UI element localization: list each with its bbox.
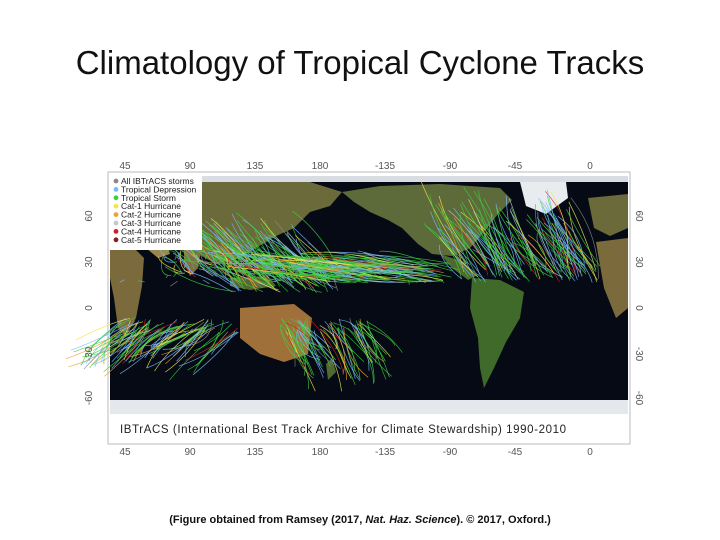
caption-prefix: (Figure obtained from Ramsey (2017, bbox=[169, 514, 366, 526]
legend-swatch bbox=[114, 237, 119, 242]
legend-label: All IBTrACS storms bbox=[121, 176, 194, 186]
lat-tick-right: -60 bbox=[633, 390, 644, 406]
legend-swatch bbox=[114, 195, 119, 200]
banner-text: IBTrACS (International Best Track Archive for Climate Stewardship) 1990-2010 bbox=[120, 424, 567, 436]
lon-tick-top: 0 bbox=[587, 161, 593, 172]
lon-tick-top: 135 bbox=[246, 161, 264, 172]
legend-swatch bbox=[114, 212, 119, 217]
antarctic-ice bbox=[110, 400, 628, 414]
legend-label: Tropical Depression bbox=[121, 184, 197, 195]
lat-tick-right: -30 bbox=[633, 346, 644, 362]
legend-swatch bbox=[114, 229, 119, 234]
lon-tick-top: 180 bbox=[311, 161, 329, 172]
legend-swatch bbox=[114, 204, 119, 209]
lat-tick-right: 30 bbox=[633, 256, 644, 268]
legend-label: Cat-3 Hurricane bbox=[121, 218, 181, 228]
lon-tick-bottom: -135 bbox=[374, 447, 396, 458]
lat-tick-left: -30 bbox=[84, 346, 95, 362]
legend-label: Cat-4 Hurricane bbox=[121, 226, 181, 237]
lon-tick-bottom: 0 bbox=[587, 447, 593, 458]
legend-swatch bbox=[114, 187, 119, 192]
lat-tick-left: 30 bbox=[84, 256, 95, 268]
legend-label: Cat-2 Hurricane bbox=[121, 209, 181, 220]
lat-tick-left: 0 bbox=[84, 305, 95, 311]
legend-label: Cat-5 Hurricane bbox=[121, 234, 181, 245]
lon-tick-top: -135 bbox=[374, 161, 396, 172]
legend-label: Cat-1 Hurricane bbox=[121, 201, 181, 212]
cyclone-track-map bbox=[80, 158, 644, 458]
lon-tick-bottom: -45 bbox=[507, 447, 523, 458]
lon-tick-top: -90 bbox=[442, 161, 458, 172]
legend-swatch bbox=[114, 179, 119, 184]
lat-tick-left: 60 bbox=[84, 210, 95, 222]
legend-label: Tropical Storm bbox=[121, 192, 176, 203]
lat-tick-right: 0 bbox=[633, 305, 644, 311]
lon-tick-top: 90 bbox=[184, 161, 196, 172]
map-figure bbox=[80, 158, 644, 458]
lat-tick-left: -60 bbox=[84, 390, 95, 406]
lat-tick-right: 60 bbox=[633, 210, 644, 222]
legend-swatch bbox=[114, 221, 119, 226]
lon-tick-bottom: 90 bbox=[184, 447, 196, 458]
lon-tick-bottom: 45 bbox=[119, 447, 131, 458]
figure-caption bbox=[0, 514, 720, 526]
lon-tick-top: -45 bbox=[507, 161, 523, 172]
lon-tick-top: 45 bbox=[119, 161, 131, 172]
lon-tick-bottom: -90 bbox=[442, 447, 458, 458]
lon-tick-bottom: 135 bbox=[246, 447, 264, 458]
slide-title: Climatology of Tropical Cyclone Tracks bbox=[75, 44, 645, 81]
caption-suffix: ). © 2017, Oxford.) bbox=[456, 514, 551, 526]
lon-tick-bottom: 180 bbox=[311, 447, 329, 458]
caption-journal: Nat. Haz. Science bbox=[365, 514, 457, 526]
storm-track bbox=[409, 280, 410, 284]
